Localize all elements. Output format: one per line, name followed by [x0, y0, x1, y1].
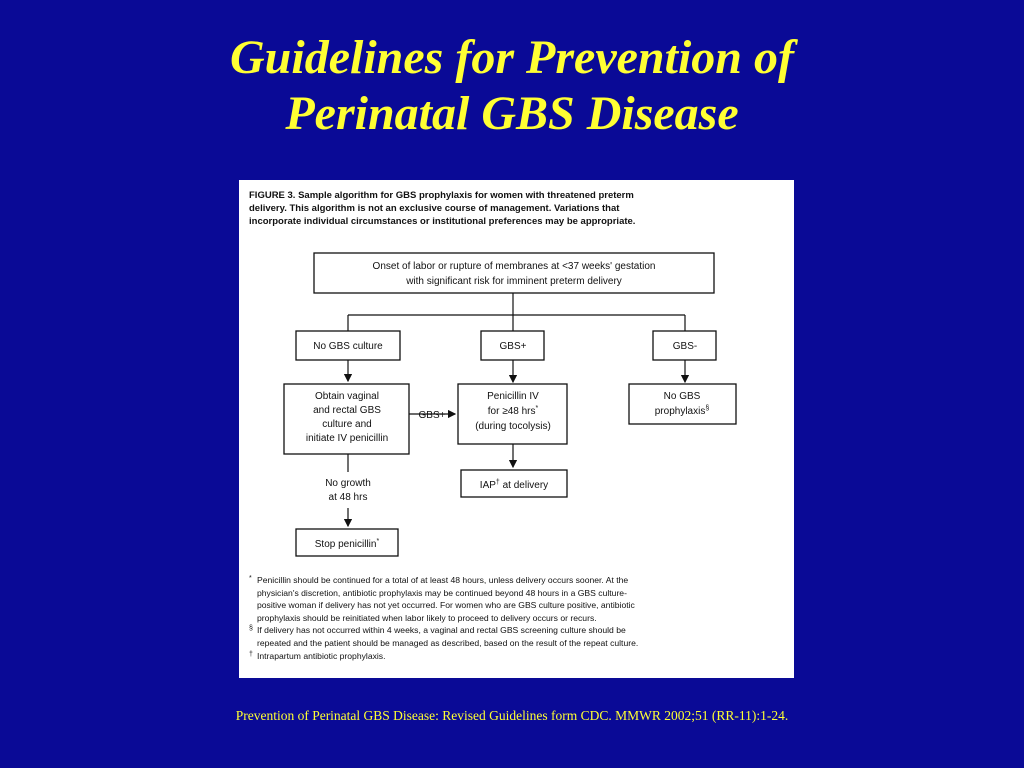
no-gbs-culture-label: No GBS culture — [313, 341, 383, 352]
obtain-line-1: Obtain vaginal — [315, 391, 379, 402]
stop-penicillin-label: Stop penicillin* — [314, 538, 380, 550]
footnote-mark: § — [249, 625, 253, 633]
footnote — [249, 574, 789, 624]
figure-caption-line-2: delivery. This algorithm is not an exclusive course of management. Variations that — [249, 203, 620, 214]
slide-title — [0, 30, 1024, 142]
gbs-positive-label: GBS+ — [499, 341, 527, 352]
onset-text-line-1: Onset of labor or rupture of membranes at <37 weeks' gestation — [372, 261, 656, 272]
footnote-text — [257, 650, 386, 663]
footnote — [249, 650, 789, 663]
onset-box — [314, 253, 714, 293]
obtain-line-2: and rectal GBS — [313, 405, 381, 416]
footnote-line: If delivery has not occurred within 4 weeks, a vaginal and rectal GBS screening culture should be — [257, 625, 626, 636]
penicillin-line-3: (during tocolysis) — [475, 421, 551, 432]
footnote-line: repeated and the patient should be managed as described, based on the result of the repeat culture. — [257, 637, 639, 648]
no-growth-line-2: at 48 hrs — [328, 492, 368, 503]
footnote-line: physician's discretion, antibiotic prophylaxis may be continued beyond 48 hours in a GBS culture- — [257, 587, 627, 598]
onset-text-line-2: with significant risk for imminent preterm delivery — [406, 276, 622, 287]
slide-title-line-1: Guidelines for Prevention of — [230, 31, 794, 84]
footnote-line: Penicillin should be continued for a total of at least 48 hours, unless delivery occurs sooner. At the — [257, 575, 629, 585]
citation: Prevention of Perinatal GBS Disease: Revised Guidelines form CDC. MMWR 2002;51 (RR-11):1-24. — [235, 708, 789, 723]
footnote-text — [257, 624, 638, 649]
footnote-line: prophylaxis should be reinitiated when labor likely to proceed to delivery occurs or recurs. — [257, 612, 597, 623]
penicillin-line-1: Penicillin IV — [487, 391, 539, 402]
slide-title-line-2: Perinatal GBS Disease — [285, 87, 739, 140]
figure-caption-line-3: incorporate individual circumstances or institutional preferences may be appropriate. — [249, 216, 636, 227]
no-proph-line-1: No GBS — [663, 391, 701, 402]
footnote-mark: * — [249, 575, 252, 582]
footnote — [249, 624, 789, 649]
penicillin-line-2: for ≥48 hrs* — [487, 405, 539, 417]
no-proph-line-2: prophylaxis§ — [654, 405, 710, 417]
iap-label: IAP† at delivery — [479, 479, 549, 491]
gbs-pos-edge-label: GBS+ — [418, 410, 446, 421]
obtain-line-3: culture and — [322, 419, 372, 430]
footnote-line: Intrapartum antibiotic prophylaxis. — [257, 650, 386, 661]
no-growth-line-1: No growth — [325, 478, 371, 489]
footnote-line: positive woman if delivery has not yet occurred. For women who are GBS culture positive, antibiotic — [257, 600, 635, 611]
figure-panel — [239, 180, 794, 678]
footnote-text — [257, 574, 635, 624]
no-gbs-prophylaxis-box — [629, 384, 736, 424]
footnote-mark: † — [249, 650, 253, 658]
figure-caption-line-1: FIGURE 3. Sample algorithm for GBS prophylaxis for women with threatened preterm — [249, 190, 634, 201]
flowchart — [239, 180, 794, 570]
gbs-negative-label: GBS- — [672, 341, 698, 352]
obtain-line-4: initiate IV penicillin — [305, 433, 389, 444]
footnotes — [249, 574, 789, 662]
